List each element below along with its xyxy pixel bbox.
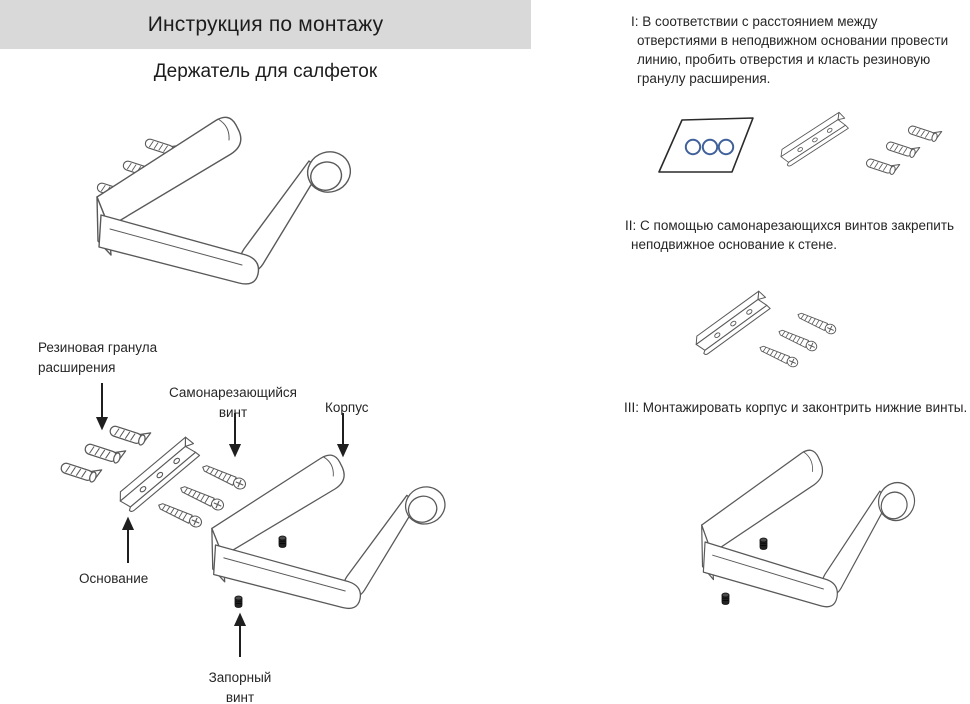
- arrow-down-icon: [98, 383, 107, 428]
- arrow-down-icon: [339, 413, 348, 455]
- holder-body-icon: [97, 117, 356, 284]
- label-body: Корпус: [325, 400, 369, 415]
- step3-text: III: Монтажировать корпус и законтрить нижние винты.: [624, 400, 968, 415]
- lock-screw-icon: [760, 538, 767, 550]
- label-base: Основание: [79, 571, 149, 586]
- arrow-up-icon: [124, 519, 133, 563]
- label-lock-screw: Запорный винт: [208, 670, 272, 704]
- main-product-illustration: [58, 93, 408, 328]
- product-subtitle: Держатель для салфеток: [153, 61, 378, 82]
- step3-illustration: [692, 442, 967, 652]
- lock-screw-icon: [279, 536, 286, 548]
- step1-illustration: [655, 112, 965, 192]
- base-rail-icon: [778, 111, 850, 167]
- wall-anchor-icon: [60, 421, 151, 484]
- self-tapping-screw-icon: [758, 310, 837, 368]
- base-rail-icon: [116, 436, 202, 513]
- base-rail-icon: [692, 290, 772, 356]
- wall-anchor-icon: [865, 122, 941, 176]
- label-self-tapping-screw: Самонарезающийся винт: [169, 385, 297, 420]
- label-rubber-plug: Резиновая гранула расширения: [38, 340, 158, 375]
- step2-text: II: С помощью самонарезающихся винтов закрепить неподвижное основание к стене.: [625, 218, 955, 253]
- holder-body-icon: [212, 455, 450, 608]
- header-bar: [0, 0, 531, 49]
- arrow-up-icon: [236, 615, 245, 657]
- step2-illustration: [672, 288, 907, 373]
- lock-screw-icon: [235, 596, 242, 608]
- page-title: Инструкция по монтажу: [147, 12, 384, 36]
- lock-screw-icon: [722, 593, 729, 605]
- holder-body-icon: [702, 450, 919, 607]
- step1-text: I: В соответствии с расстоянием между отверстиями в неподвижном основании провести линию, пробить отверстия и класть резиновую гранулу расширения.: [631, 14, 949, 87]
- wall-plate-icon: [659, 118, 753, 172]
